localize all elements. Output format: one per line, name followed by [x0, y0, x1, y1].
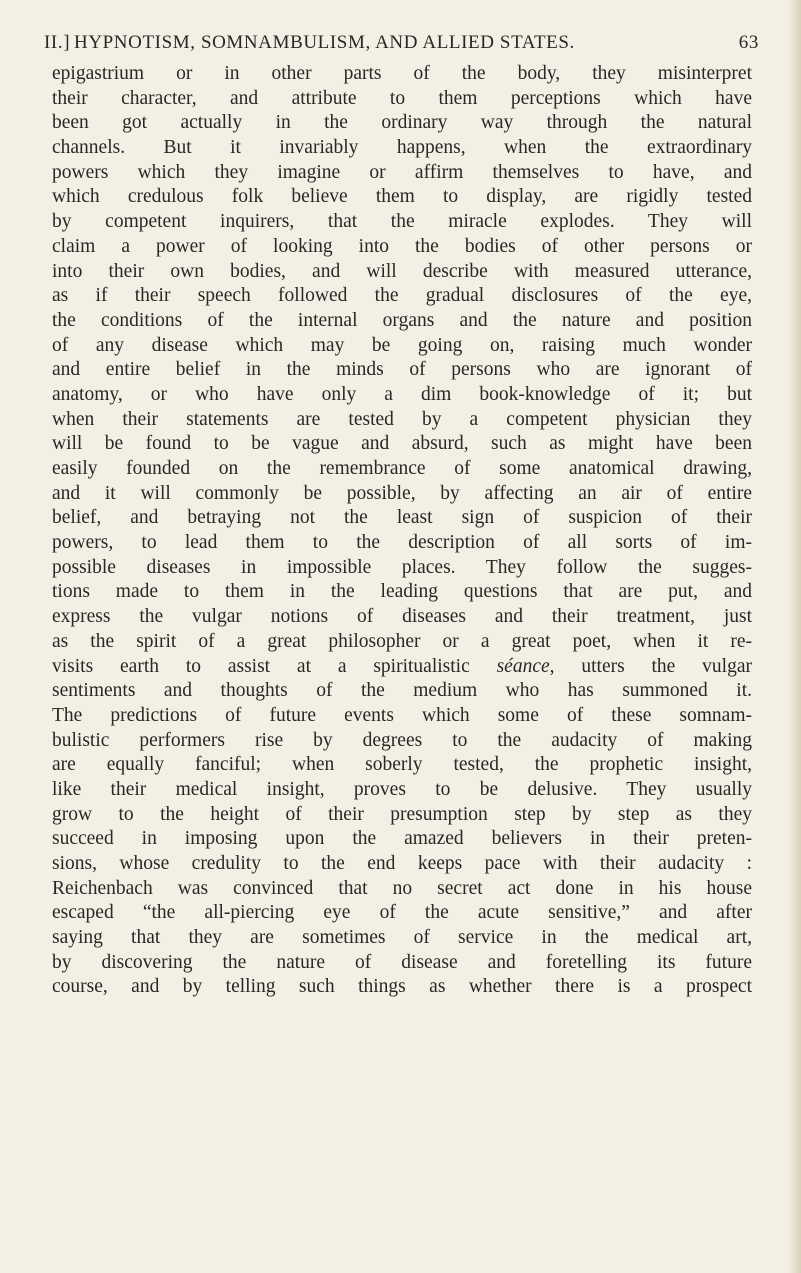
text-line: course, and by telling such things as whether there is a prospect	[52, 976, 752, 998]
text-line: and it will commonly be possible, by affecting an air of entire	[52, 482, 752, 504]
text-line: tions made to them in the leading questions that are put, and	[52, 581, 752, 603]
running-title: HYPNOTISM, SOMNAMBULISM, AND ALLIED STATES.	[74, 32, 575, 53]
text-line: anatomy, or who have only a dim book-knowledge of it; but	[52, 383, 752, 405]
text-line: bulistic performers rise by degrees to the audacity of making	[52, 729, 752, 751]
italic-word: séance	[496, 655, 550, 677]
text-line: Reichenbach was convinced that no secret act done in his house	[52, 877, 752, 899]
text-line: their character, and attribute to them perceptions which have	[52, 87, 752, 109]
text-line: succeed in imposing upon the amazed believers in their preten-	[52, 828, 752, 850]
text-line: visits earth to assist at a spiritualistic séance, utters the vulgar	[52, 655, 752, 677]
text-line: like their medical insight, proves to be delusive. They usually	[52, 778, 752, 800]
chapter-marker: II.]	[44, 32, 71, 53]
text-line: into their own bodies, and will describe with measured utterance,	[52, 260, 752, 282]
text-line: sions, whose credulity to the end keeps pace with their audacity :	[52, 853, 752, 874]
text-line: by discovering the nature of disease and foretelling its future	[52, 951, 752, 973]
text-line: been got actually in the ordinary way through the natural	[52, 112, 752, 134]
text-line: as the spirit of a great philosopher or a great poet, when it re-	[52, 630, 752, 652]
text-line: when their statements are tested by a competent physician they	[52, 408, 752, 430]
body-text	[52, 62, 752, 1000]
text-line: grow to the height of their presumption step by step as they	[52, 803, 752, 825]
text-line: which credulous folk believe them to display, are rigidly tested	[52, 186, 752, 208]
text-line: by competent inquirers, that the miracle explodes. They will	[52, 211, 752, 233]
text-line: will be found to be vague and absurd, such as might have been	[52, 433, 752, 455]
text-line: saying that they are sometimes of service in the medical art,	[52, 927, 752, 949]
text-line: are equally fanciful; when soberly tested, the prophetic insight,	[52, 754, 752, 776]
text-line: powers which they imagine or affirm themselves to have, and	[52, 161, 752, 183]
text-line: claim a power of looking into the bodies of other persons or	[52, 235, 752, 257]
text-line: possible diseases in impossible places. They follow the sugges-	[52, 556, 752, 578]
text-line: sentiments and thoughts of the medium who has summoned it.	[52, 680, 752, 702]
running-head	[44, 30, 759, 56]
text-line: escaped “the all-piercing eye of the acute sensitive,” and after	[52, 902, 752, 924]
page-number: 63	[738, 32, 759, 53]
text-line: as if their speech followed the gradual disclosures of the eye,	[52, 285, 752, 307]
text-line: epigastrium or in other parts of the body, they misinterpret	[52, 63, 752, 84]
text-line: of any disease which may be going on, raising much wonder	[52, 334, 752, 356]
text-line: and entire belief in the minds of persons who are ignorant of	[52, 359, 752, 381]
text-line: the conditions of the internal organs and the nature and position	[52, 309, 752, 331]
text-line: The predictions of future events which some of these somnam-	[52, 704, 752, 726]
text-line: easily founded on the remembrance of some anatomical drawing,	[52, 458, 752, 479]
page-edge	[787, 0, 801, 1273]
text-line: belief, and betraying not the least sign of suspicion of their	[52, 507, 752, 529]
text-line: express the vulgar notions of diseases and their treatment, just	[52, 606, 752, 628]
text-line: channels. But it invariably happens, when the extraordinary	[52, 137, 752, 159]
text-line: powers, to lead them to the description of all sorts of im-	[52, 532, 752, 554]
